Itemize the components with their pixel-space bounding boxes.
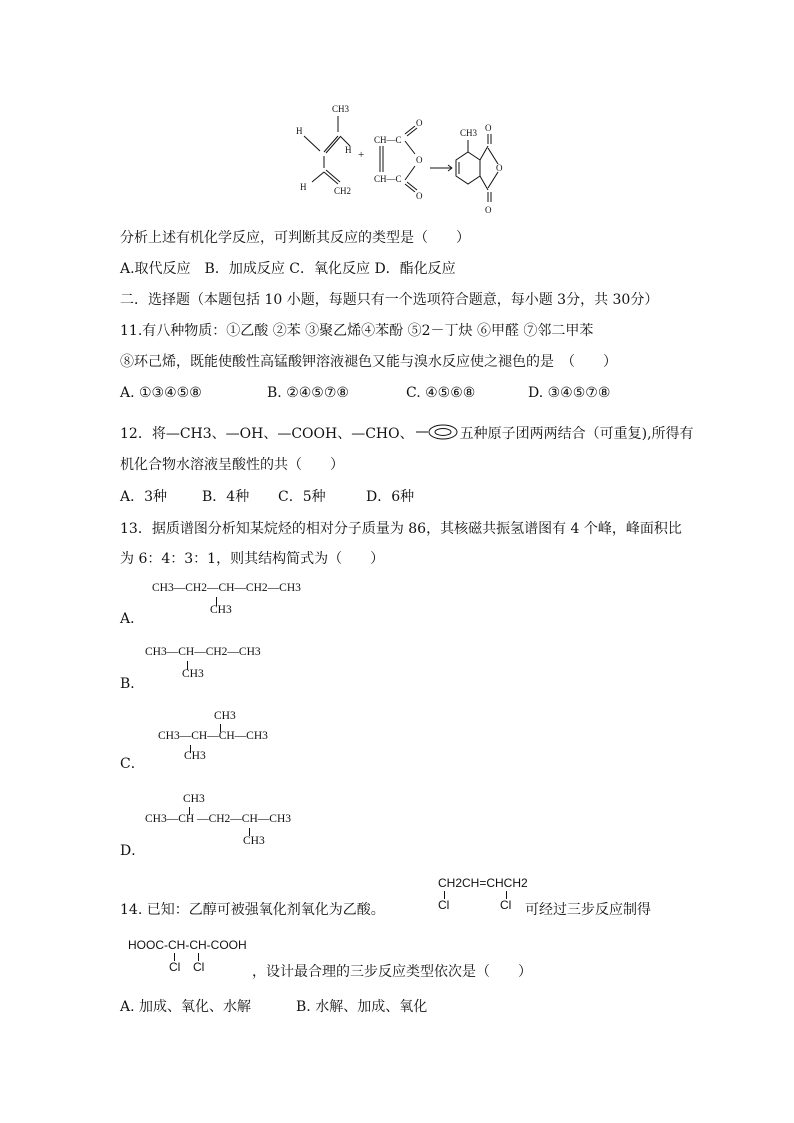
q13-d-main: CH3—CH —CH2—CH—CH3 — [145, 813, 292, 825]
q11-option-a[interactable]: A. ①③④⑤⑧ — [120, 385, 202, 401]
phenyl-icon — [414, 422, 460, 442]
q14-s1-main: CH2CH=CHCH2 — [438, 876, 528, 890]
reaction-arrow — [430, 165, 452, 171]
product-o-top: O — [485, 123, 492, 133]
anhydride-o-top: O — [416, 118, 423, 128]
q14-s2-main: HOOC-CH-CH-COOH — [128, 938, 247, 952]
q11-line1: 11.有八种物质：①乙酸 ②苯 ③聚乙烯④苯酚 ⑤2－丁炔 ⑥甲醛 ⑦邻二甲苯 — [120, 323, 594, 339]
q14-line1a: 14. 已知：乙醇可被强氧化剂氧化为乙酸。 — [120, 902, 385, 918]
q12-option-d[interactable]: D．6种 — [366, 489, 415, 505]
q10-options: A.取代反应 B．加成反应 C．氧化反应 D．酯化反应 — [120, 261, 456, 277]
diene-h2: H — [345, 145, 352, 155]
diene-ch2: CH2 — [334, 186, 352, 196]
reaction-scheme — [290, 96, 520, 226]
q13-b-sub: CH3 — [182, 668, 204, 680]
anhydride-o-ring: O — [416, 155, 423, 165]
q14-option-b[interactable]: B. 水解、加成、氧化 — [296, 999, 428, 1015]
q13-option-b-label[interactable]: B． — [120, 676, 145, 692]
q14-s1-cl1: Cl — [438, 898, 450, 912]
q13-a-sub: CH3 — [210, 604, 232, 616]
section-2-heading: 二．选择题（本题包括 10 小题，每题只有一个选项符合题意，每小题 3分，共 30分） — [120, 292, 659, 308]
q13-line2: 为 6：4：3：1，则其结构简式为（ ） — [120, 551, 385, 567]
anhydride-ch-top: CH—C — [374, 135, 402, 145]
q14-s2-cl1: Cl — [169, 960, 181, 974]
q13-d-sub: CH3 — [243, 835, 265, 847]
q11-options — [120, 383, 610, 403]
diene-ch3: CH3 — [332, 104, 350, 114]
diene-structure — [304, 116, 350, 184]
q13-d-top: CH3 — [183, 793, 205, 805]
anhydride-ch-bot: CH—C — [374, 174, 402, 184]
q14-s1-cl2: Cl — [500, 898, 512, 912]
q14-line2: ，设计最合理的三步反应类型依次是（ ） — [252, 964, 532, 980]
diene-h1: H — [296, 126, 303, 136]
q12-option-a[interactable]: A．3种 — [120, 489, 168, 505]
q11-option-d[interactable]: D. ③④⑤⑦⑧ — [528, 385, 611, 401]
q14-s2-cl2: Cl — [193, 960, 205, 974]
q11-option-b[interactable]: B. ②④⑤⑦⑧ — [267, 385, 349, 401]
plus-sign: + — [358, 149, 365, 161]
q14-options — [120, 997, 427, 1017]
product-ch3: CH3 — [460, 128, 478, 138]
q12-option-b[interactable]: B．4种 — [202, 489, 250, 505]
q14-line1b: 可经过三步反应制得 — [525, 902, 651, 918]
q12-option-c[interactable]: C．5种 — [278, 489, 326, 505]
q10-stem: 分析上述有机化学反应，可判断其反应的类型是（ ） — [120, 230, 470, 246]
q13-a-main: CH3—CH2—CH—CH2—CH3 — [152, 582, 301, 594]
product-structure — [456, 134, 498, 202]
q13-option-a-label[interactable]: A． — [120, 611, 145, 627]
diene-h3: H — [300, 182, 307, 192]
q12-line1-a: 12．将—CH3、—OH、—COOH、—CHO、 — [120, 426, 414, 442]
q13-option-d-label[interactable]: D． — [120, 843, 146, 859]
q11-line2: ⑧环己烯，既能使酸性高锰酸钾溶液褪色又能与溴水反应使之褪色的是 （ ） — [120, 354, 617, 370]
q13-c-main: CH3—CH—CH—CH3 — [158, 730, 268, 742]
q13-line1: 13．据质谱图分析知某烷烃的相对分子质量为 86，其核磁共振氢谱图有 4 个峰，峰面积比 — [120, 521, 682, 537]
q13-b-main: CH3—CH—CH2—CH3 — [145, 646, 261, 658]
q13-option-c-label[interactable]: C． — [120, 756, 145, 772]
product-o-ring: O — [496, 163, 503, 173]
q13-c-top: CH3 — [214, 710, 236, 722]
q12-line1 — [120, 422, 694, 444]
q12-line2: 机化合物水溶液呈酸性的共（ ） — [120, 457, 344, 473]
anhydride-o-bot: O — [416, 191, 423, 201]
q12-options — [120, 487, 414, 507]
q13-c-sub: CH3 — [184, 750, 206, 762]
q11-option-c[interactable]: C. ④⑤⑥⑧ — [406, 385, 476, 401]
q14-option-a[interactable]: A. 加成、氧化、水解 — [120, 999, 252, 1015]
q12-line1-b: 五种原子团两两结合（可重复),所得有 — [459, 426, 694, 442]
product-o-bot: O — [485, 205, 492, 215]
